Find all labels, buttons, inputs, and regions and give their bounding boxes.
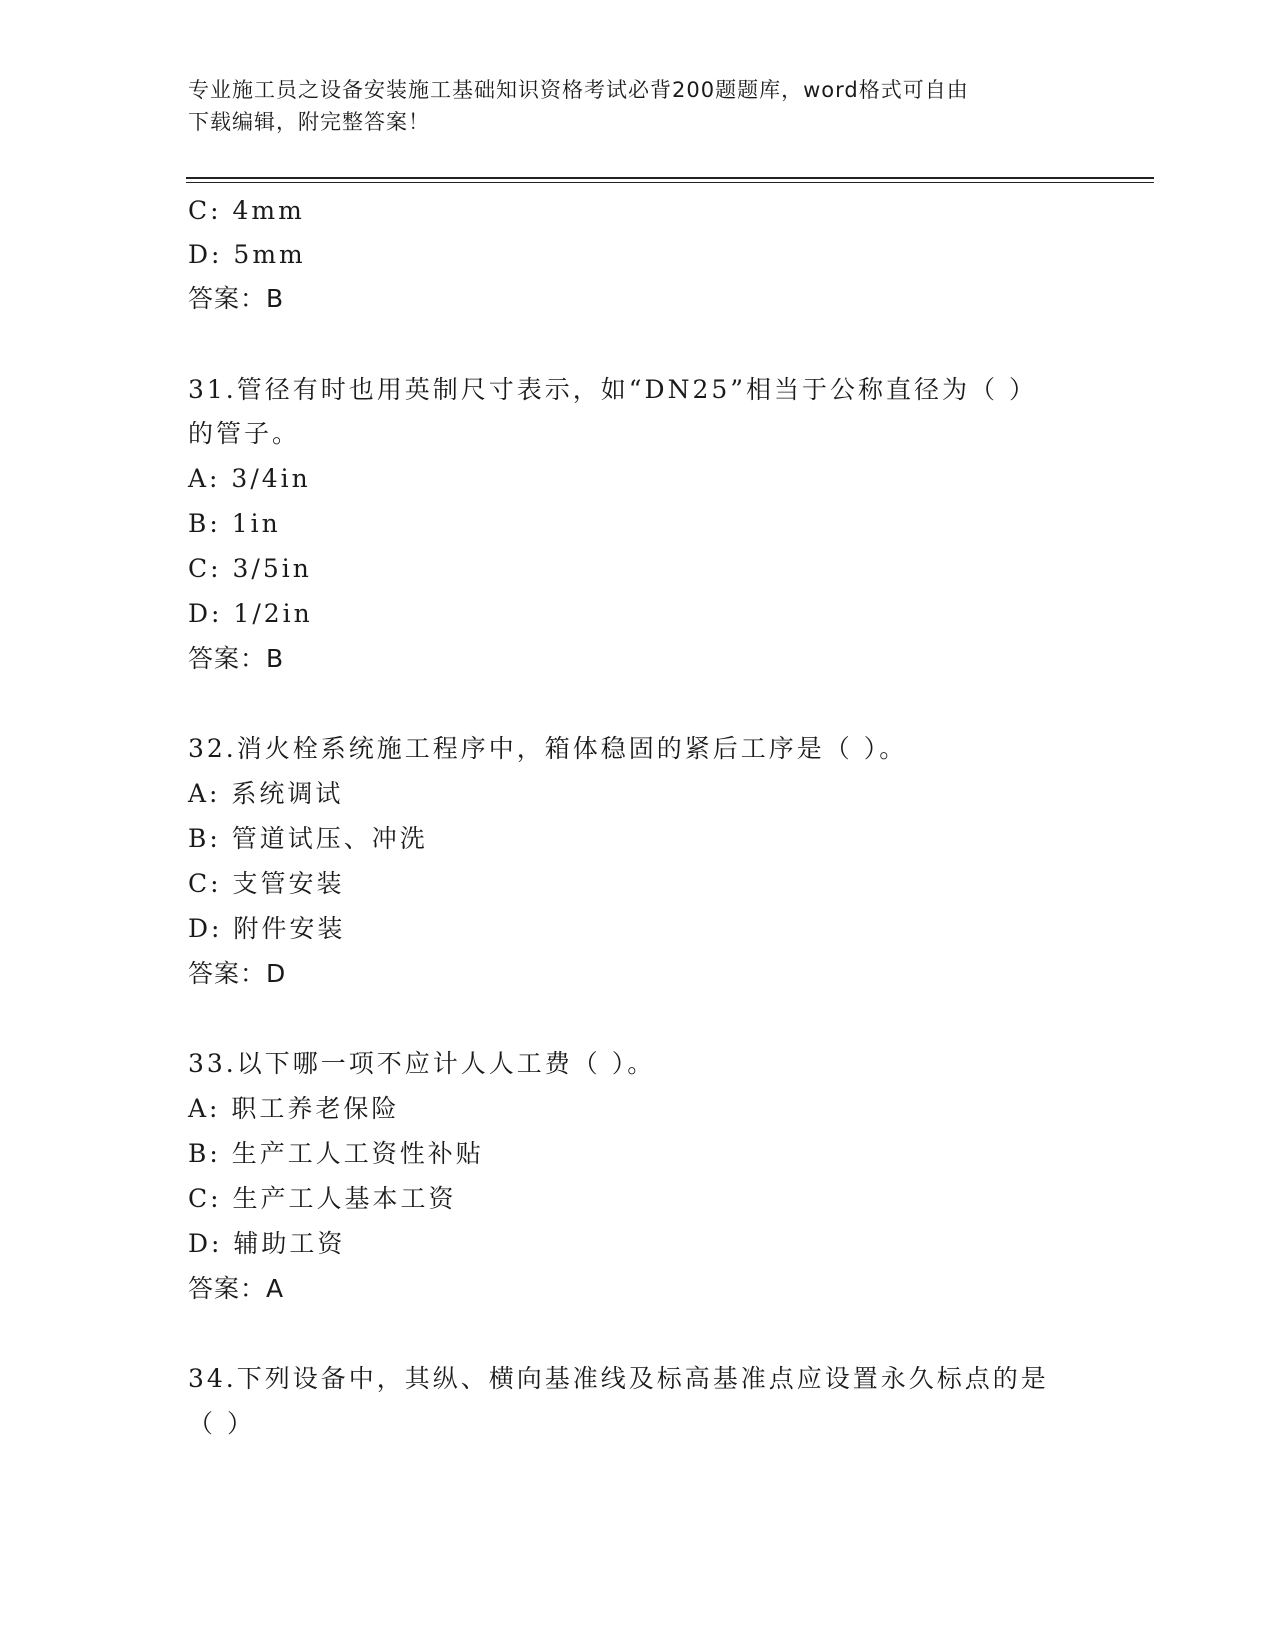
option-d-q33: D: 辅助工资 [188, 1229, 346, 1258]
option-d-q30: D: 5mm [188, 240, 306, 269]
option-b-q32: B: 管道试压、冲洗 [188, 824, 428, 853]
question-34-line-1: 34.下列设备中，其纵、横向基准线及标高基准点应设置永久标点的是 [188, 1364, 1049, 1393]
answer-q30: 答案：B [188, 284, 285, 313]
question-32: 32.消火栓系统施工程序中，箱体稳固的紧后工序是（ ）。 [188, 734, 908, 763]
option-a-q32: A: 系统调试 [188, 779, 344, 808]
header-rule-thin [186, 182, 1154, 183]
question-34-line-2: （ ） [188, 1409, 255, 1438]
option-c-q33: C: 生产工人基本工资 [188, 1184, 457, 1213]
header-title-line-2: 下载编辑，附完整答案！ [188, 110, 430, 134]
answer-q32: 答案：D [188, 959, 287, 988]
answer-q31: 答案：B [188, 644, 285, 673]
option-a-q33: A: 职工养老保险 [188, 1094, 400, 1123]
option-c-q30: C: 4mm [188, 196, 305, 225]
option-c-q32: C: 支管安装 [188, 869, 345, 898]
option-b-q31: B: 1in [188, 509, 281, 538]
header-rule-thick [186, 177, 1154, 179]
page-header [188, 74, 1088, 138]
question-31-line-2: 的管子。 [188, 419, 301, 448]
question-33: 33.以下哪一项不应计人人工费（ ）。 [188, 1049, 656, 1078]
answer-q33: 答案：A [188, 1274, 285, 1303]
question-31-line-1: 31.管径有时也用英制尺寸表示，如“DN25”相当于公称直径为（ ） [188, 375, 1037, 404]
option-d-q32: D: 附件安装 [188, 914, 346, 943]
option-c-q31: C: 3/5in [188, 554, 312, 583]
option-b-q33: B: 生产工人工资性补贴 [188, 1139, 484, 1168]
option-d-q31: D: 1/2in [188, 599, 313, 628]
header-title-line-1: 专业施工员之设备安装施工基础知识资格考试必背200题题库，word格式可自由 [188, 78, 969, 102]
option-a-q31: A: 3/4in [188, 464, 311, 493]
